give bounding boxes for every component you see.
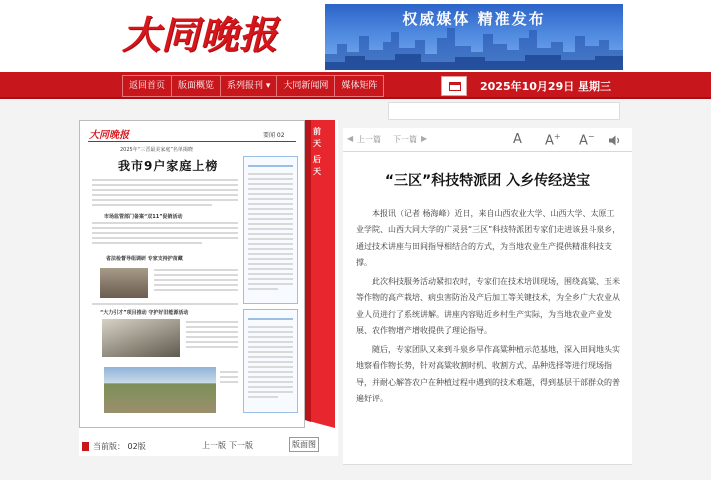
newspaper-page-image[interactable] xyxy=(79,120,305,428)
site-logo[interactable]: 大同晚报 xyxy=(122,12,279,57)
next-page-link[interactable]: 下一版 xyxy=(229,441,253,450)
page-icon xyxy=(82,442,89,451)
paper-text-line xyxy=(248,331,293,333)
paper-text-line xyxy=(248,198,293,200)
paper-subtitle: 2025年“三晋最美家庭”名单揭晓 xyxy=(120,147,193,153)
ribbon-prev-day-char2[interactable]: 天 xyxy=(313,139,321,148)
paper-text-line xyxy=(186,321,238,323)
ribbon-prev-day-char1[interactable]: 前 xyxy=(313,127,321,136)
paper-text-line xyxy=(154,274,238,276)
paper-text-line xyxy=(248,346,293,348)
paper-text-line xyxy=(248,336,293,338)
paper-text-line xyxy=(92,242,202,244)
paper-text-line xyxy=(220,381,238,383)
paper-text-line xyxy=(248,253,293,255)
font-decrease-button[interactable] xyxy=(579,132,595,148)
nav-item-home[interactable]: 返回首页 xyxy=(123,76,172,96)
article-paragraph: 随后，专家团队又来到斗泉乡旱作高粱种植示范基地，深入田间地头实地察看作物长势，针对高粱收割时机、收割方式、品种选择等进行现场指导，并耐心解答农户在种植过程中遇到的技术难题，得到基层干部群众的普遍好评。 xyxy=(356,345,620,404)
ribbon-next-day-char1[interactable]: 后 xyxy=(313,155,321,164)
paper-text-line xyxy=(248,248,293,250)
paper-text-line xyxy=(92,194,238,196)
paper-photo xyxy=(102,319,180,357)
paper-text-line xyxy=(154,269,238,271)
current-date: 2025年10月29日 星期三 xyxy=(480,80,612,93)
paper-text-line xyxy=(248,233,293,235)
paper-text-line xyxy=(248,193,293,195)
paper-page-number: 要闻 02 xyxy=(263,132,285,139)
paper-divider xyxy=(88,141,296,142)
paper-text-line xyxy=(248,283,293,285)
paper-text-line xyxy=(92,227,238,229)
prev-page-link[interactable]: 上一版 xyxy=(202,441,226,450)
paper-text-line xyxy=(248,396,278,398)
paper-sidebar-column xyxy=(243,156,298,304)
paper-logo: 大同晚报 xyxy=(89,130,129,141)
paper-headline[interactable]: 我市9户家庭上榜 xyxy=(118,159,219,173)
paper-photo xyxy=(104,367,216,413)
font-increase-letter: A xyxy=(545,133,554,149)
paper-section-head[interactable]: “大力引才”项目推动 守护好旧能源活动 xyxy=(100,310,189,316)
ribbon-next-day-char2[interactable]: 天 xyxy=(313,167,321,176)
paper-text-line xyxy=(248,366,293,368)
city-skyline-icon xyxy=(325,24,623,70)
plus-icon: + xyxy=(553,132,561,141)
paper-text-line xyxy=(92,232,238,234)
paper-text-line xyxy=(186,341,238,343)
paper-text-line xyxy=(248,238,293,240)
paper-text-line xyxy=(186,331,238,333)
prev-article-link[interactable]: 上一篇 xyxy=(357,135,381,144)
paper-text-line xyxy=(92,189,238,191)
chevron-right-icon[interactable]: ▶ xyxy=(421,134,428,143)
article-toolbar xyxy=(343,128,632,152)
paper-text-line xyxy=(248,188,293,190)
article-paragraph: 本报讯（记者 杨海峰）近日，来自山西农业大学、山西大学、太原工业学院、山西大同大学的广灵县“三区”科技特派团专家们走进该县斗泉乡，通过技术讲座与田间指导相结合的方式，为当地农业生产提供精准科技支撑。 xyxy=(356,209,621,268)
paper-text-line xyxy=(248,263,293,265)
page-preview-panel xyxy=(79,120,338,456)
paper-photo xyxy=(100,268,148,298)
nav-item-media-matrix[interactable]: 媒体矩阵 xyxy=(341,81,378,91)
font-increase-button[interactable] xyxy=(545,132,561,148)
paper-text-line xyxy=(248,273,293,275)
paper-text-line xyxy=(248,218,293,220)
paper-text-line xyxy=(248,288,278,290)
minus-icon: − xyxy=(587,132,595,141)
paper-sidebar-column xyxy=(243,309,298,413)
paper-text-line xyxy=(248,165,293,167)
paper-text-line xyxy=(248,386,293,388)
article-panel xyxy=(343,128,632,464)
paper-text-line xyxy=(154,284,238,286)
speaker-icon[interactable] xyxy=(609,135,621,146)
paper-text-line xyxy=(92,222,238,224)
paper-text-line xyxy=(248,178,293,180)
paper-text-line xyxy=(248,381,293,383)
paper-text-line xyxy=(248,356,293,358)
paper-text-line xyxy=(248,361,293,363)
paper-text-line xyxy=(92,237,238,239)
paper-text-line xyxy=(248,318,293,320)
article-paragraph: 此次科技服务活动紧扣农时，专家们在技术培训现场，围绕高粱、玉米等作物的高产栽培、病虫害防治及产后加工等关键技术，为全乡广大农业从业人员进行了系统讲解。讲座内容贴近乡村生产实际，为当地农业产业发展、农作物增产增收提供了理论指导。 xyxy=(356,277,620,336)
paper-text-line xyxy=(92,303,238,305)
paper-text-line xyxy=(154,289,238,291)
day-nav-ribbon xyxy=(305,120,335,428)
next-article-link[interactable]: 下一篇 xyxy=(393,135,417,144)
paper-text-line xyxy=(92,179,238,181)
paper-text-line xyxy=(186,326,238,328)
layout-view-button[interactable]: 版面图 xyxy=(289,437,319,452)
paper-text-line xyxy=(248,183,293,185)
search-input[interactable] xyxy=(388,102,620,120)
paper-text-line xyxy=(154,279,238,281)
paper-text-line xyxy=(248,326,293,328)
paper-text-line xyxy=(248,243,293,245)
nav-item-overview[interactable]: 版面概览 xyxy=(172,76,221,96)
paper-text-line xyxy=(92,199,238,201)
paper-text-line xyxy=(248,203,293,205)
paper-text-line xyxy=(186,336,238,338)
banner-text: 权威媒体 精准发布 xyxy=(402,10,546,28)
paper-section-head[interactable]: 市场监管部门备案“双11”促销活动 xyxy=(104,214,183,220)
paper-text-line xyxy=(248,228,293,230)
nav-item-news-site[interactable]: 大同新闻网 xyxy=(277,76,335,96)
article-divider xyxy=(343,464,632,465)
paper-text-line xyxy=(248,173,293,175)
paper-text-line xyxy=(248,268,293,270)
paper-text-line xyxy=(248,371,293,373)
paper-text-line xyxy=(248,376,293,378)
paper-text-line xyxy=(186,346,238,348)
header-banner xyxy=(325,4,623,70)
article-title: “三区”科技特派团 入乡传经送宝 xyxy=(384,173,591,189)
nav-item-series[interactable]: 系列报刊 ▾ xyxy=(221,76,277,96)
nav-menu xyxy=(122,75,384,97)
paper-text-line xyxy=(248,223,293,225)
paper-text-line xyxy=(220,376,238,378)
chevron-left-icon[interactable]: ◀ xyxy=(347,134,354,143)
current-page-label: 当前版： 02版 xyxy=(93,442,146,451)
paper-text-line xyxy=(92,184,238,186)
paper-text-line xyxy=(248,278,293,280)
paper-section-head[interactable]: 省法检督导组调研 专家支持护苗藏 xyxy=(106,256,183,262)
paper-text-line xyxy=(248,258,293,260)
font-decrease-letter: A xyxy=(579,133,588,149)
calendar-icon[interactable] xyxy=(441,76,467,96)
paper-text-line xyxy=(248,341,293,343)
site-header xyxy=(0,0,711,72)
font-normal-button[interactable]: A xyxy=(513,132,522,147)
paper-text-line xyxy=(248,213,293,215)
paper-text-line xyxy=(248,391,293,393)
paper-text-line xyxy=(220,371,238,373)
paper-text-line xyxy=(248,351,293,353)
paper-text-line xyxy=(248,208,293,210)
paper-text-line xyxy=(92,204,212,206)
